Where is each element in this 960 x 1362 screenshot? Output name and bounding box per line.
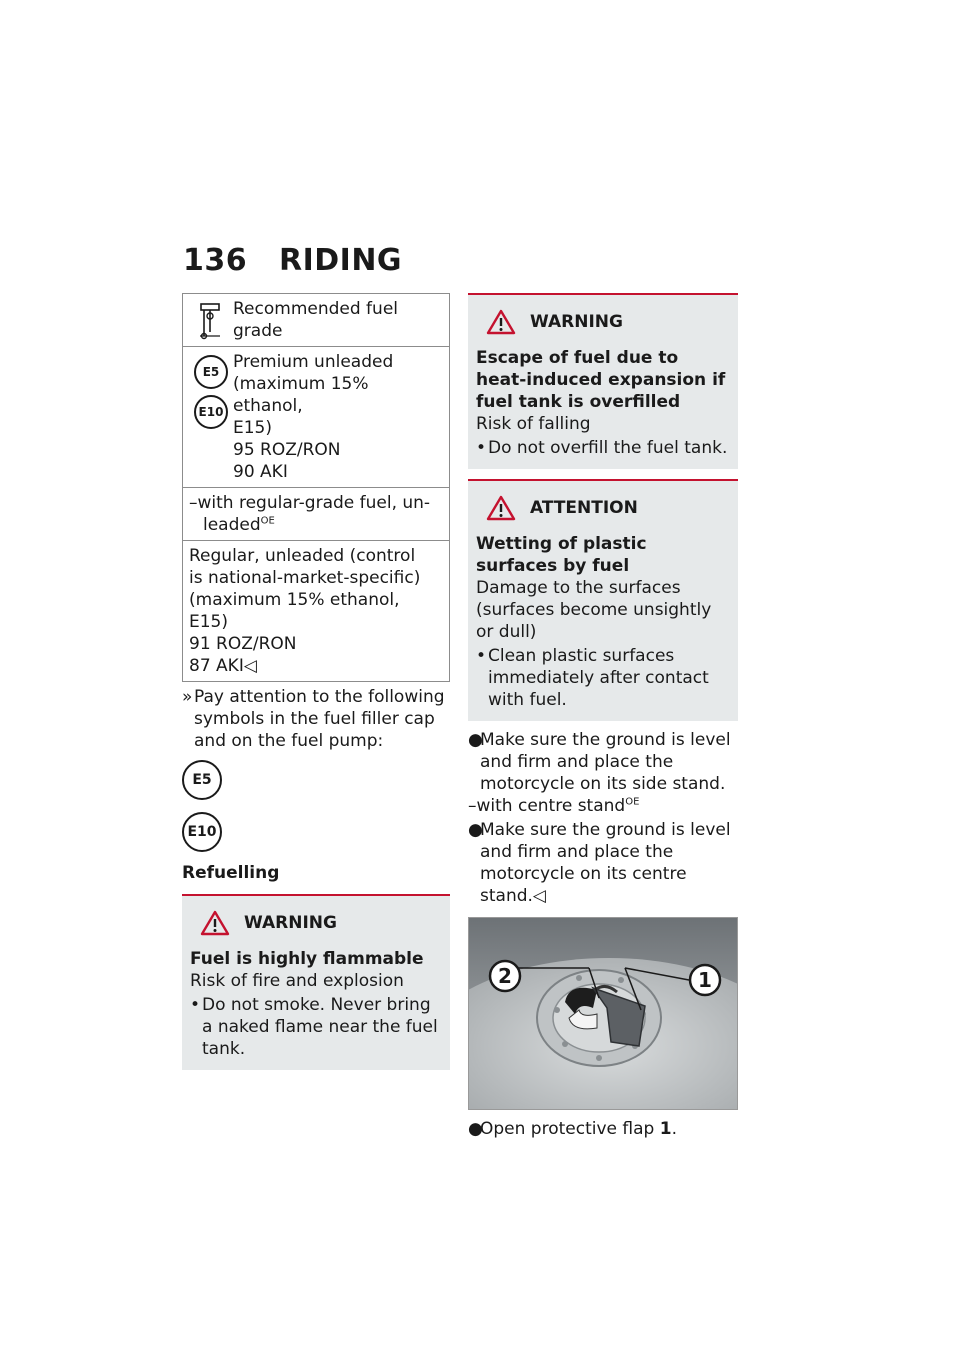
step-item: ● Open protective flap 1.	[468, 1119, 677, 1139]
attention-bullet: Clean plastic surfaces immediately after contact with fuel.	[488, 646, 709, 710]
page-number: 136	[183, 243, 248, 278]
regular-line: E15)	[189, 612, 229, 632]
e5-icon: E5	[194, 355, 228, 389]
callout-2: 2	[498, 964, 512, 988]
oe-marker: OE	[625, 796, 640, 808]
regular-line: 87 AKI◁	[189, 656, 257, 676]
table-row	[183, 347, 449, 488]
attention-box: ATTENTION Wetting of plastic surfaces by fuel Damage to the surfaces (surfaces become unsightly or dull) • Clean plastic surfaces immediately after contact with fuel.	[468, 479, 738, 721]
regular-line: Regular, unleaded (control	[189, 546, 416, 566]
warning-heading: Fuel is highly flammable	[190, 949, 424, 969]
warning-risk: Risk of falling	[476, 414, 591, 434]
regular-line: is national-market-specific)	[189, 568, 421, 588]
warning-box: WARNING Escape of fuel due to heat-induced expansion if fuel tank is overfilled Risk of falling • Do not overfill the fuel tank.	[468, 293, 738, 469]
warning-bullet: Do not smoke. Never bring a naked flame near the fuel tank.	[202, 995, 438, 1059]
warning-heading: Escape of fuel due to heat-induced expansion if fuel tank is overfilled	[476, 348, 726, 412]
premium-line: 90 AKI	[233, 462, 288, 482]
left-column	[182, 293, 450, 1070]
premium-line: E15)	[233, 418, 273, 438]
fuel-cap-photo	[468, 917, 738, 1110]
e10-icon: E10	[194, 395, 228, 429]
table-row	[183, 541, 449, 681]
table-row	[183, 488, 449, 541]
warning-triangle-icon	[486, 309, 516, 335]
centre-stand-option: –with centre stand$^{OE}$	[468, 796, 640, 816]
warning-risk: Risk of fire and explosion	[190, 971, 404, 991]
e10-icon: E10	[182, 812, 222, 852]
callout-1: 1	[698, 968, 712, 992]
attention-heading: Wetting of plastic surfaces by fuel	[476, 534, 647, 576]
fuel-pump-icon	[198, 302, 224, 340]
premium-line: 95 ROZ/RON	[233, 440, 341, 460]
fuel-cap-illustration	[469, 918, 738, 1110]
warning-triangle-icon	[486, 495, 516, 521]
warning-triangle-icon	[200, 910, 230, 936]
refuelling-heading: Refuelling	[182, 863, 280, 883]
table-row	[183, 294, 449, 347]
recommended-grade-label: Recommended fuel grade	[233, 299, 398, 341]
oe-marker: OE	[260, 515, 275, 527]
step-item: ● Make sure the ground is level and firm and place the motorcycle on its centre stand.◁	[468, 820, 731, 906]
page-header	[183, 243, 402, 278]
step-item: ● Make sure the ground is level and firm and place the motorcycle on its side stand.	[468, 730, 731, 794]
fuel-grade-table	[182, 293, 450, 682]
regular-option-line: –with regular-grade fuel, un-	[189, 493, 431, 513]
regular-option-line: leaded	[203, 515, 261, 535]
section-title: RIDING	[279, 243, 403, 278]
attention-risk: Damage to the surfaces (surfaces become unsightly or dull)	[476, 578, 712, 642]
warning-label: WARNING	[530, 312, 623, 332]
attention-label: ATTENTION	[530, 498, 638, 518]
premium-line: Premium unleaded	[233, 352, 394, 372]
right-column	[468, 293, 738, 1140]
premium-line: (maximum 15% ethanol,	[233, 374, 369, 416]
e5-icon: E5	[182, 760, 222, 800]
warning-box: WARNING Fuel is highly flammable Risk of fire and explosion • Do not smoke. Never bring a naked flame near the fuel tank.	[182, 894, 450, 1070]
warning-label: WARNING	[244, 913, 337, 933]
pay-attention-item: » Pay attention to the following symbols in the fuel filler cap and on the fuel pump:	[182, 687, 445, 751]
warning-bullet: Do not overfill the fuel tank.	[488, 438, 728, 458]
regular-line: (maximum 15% ethanol,	[189, 590, 400, 610]
regular-line: 91 ROZ/RON	[189, 634, 297, 654]
